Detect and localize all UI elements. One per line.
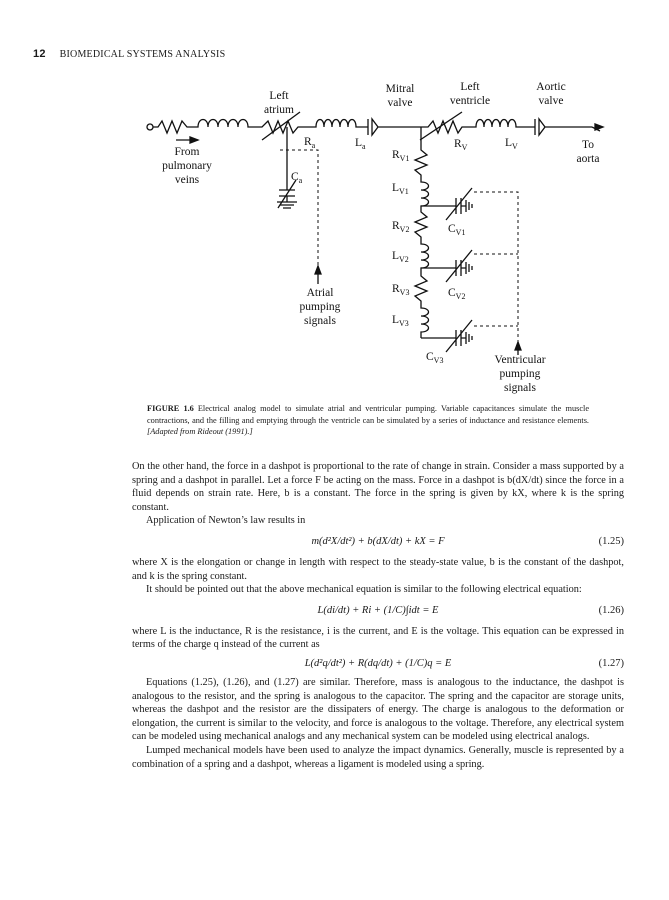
paragraph-1: On the other hand, the force in a dashpot is proportional to the rate of change in strain. Consider a mass supported by a spring and a dashpot in parallel. Let a force F be acting on the mass. Force in a dashpot is b(dX/dt) since the force in a fluid depends on strain rate. Here, b is a constant. The force in the spring is given by kX, where k is the spring constant.: [132, 461, 624, 513]
Cv1-label: $C_{V1}$: [448, 223, 466, 237]
Cv3-label: $C_{V3}$: [426, 351, 444, 365]
atrial-label-3: signals: [304, 315, 336, 327]
from-label-3: veins: [174, 174, 200, 186]
to-label-1: To: [582, 139, 594, 151]
body-text: [132, 460, 624, 771]
to-label-2: aorta: [576, 153, 600, 165]
Rv-label: $R_V$: [454, 138, 468, 152]
caption-source: [Adapted from Rideout (1991).]: [147, 427, 253, 436]
Lv2-label: $L_{V2}$: [392, 250, 409, 264]
running-header: [33, 48, 225, 60]
aortic-label-2: valve: [538, 95, 564, 107]
La-label: $L_a$: [355, 137, 366, 151]
Cv3: [421, 320, 472, 352]
equation-2-text: L(di/dt) + Ri + (1/C)∫idt = E: [317, 604, 439, 616]
paragraph-4: It should be pointed out that the above mechanical equation is similar to the following electrical equation:: [146, 584, 582, 596]
Lv-label: $L_V$: [505, 137, 518, 151]
paragraph-5: where L is the inductance, R is the resistance, i is the current, and E is the voltage. This equation can be expressed in terms of the charge q instead of the current as: [132, 625, 624, 651]
Ra-label: $R_a$: [304, 136, 316, 150]
wire-ventricle: [421, 120, 532, 134]
paragraph-2: Application of Newton’s law results in: [146, 515, 306, 527]
equation-3-text: L(d²q/dt²) + R(dq/dt) + (1/C)q = E: [304, 657, 452, 669]
circuit-figure: [120, 70, 640, 400]
aortic-valve: [532, 119, 592, 135]
input-terminal: [147, 124, 153, 130]
Rv2-label: $R_{V2}$: [392, 220, 410, 234]
equation-3-number: (1.27): [598, 657, 624, 669]
left-atrium-label-1: Left: [269, 90, 289, 102]
from-label-2: pulmonary: [162, 160, 212, 172]
figure-caption: [147, 403, 589, 438]
paragraph-6: Equations (1.25), (1.26), and (1.27) are similar. Therefore, mass is analogous to the inductance, the dashpot is analogous to the resistor, and the spring is analogous to the capacitor. The spring and the capacitor are storage units, whereas the dashpot and the resistor are the dissipaters of energy. The charge is analogous to the deformation or elongation, the current is similar to the velocity, and force is analogous to the voltage. Therefore, any electrical system can be modeled using mechanical analogs and any mechanical system can be modeled using electrical analogs.: [132, 676, 624, 743]
equation-3: [132, 654, 624, 674]
Ra-arrow: [262, 112, 300, 140]
ventricular-label-1: Ventricular: [494, 354, 546, 366]
atrial-dashed: [280, 150, 318, 270]
Ca-branch: [277, 127, 297, 208]
ventricular-dashed: [474, 192, 518, 346]
equation-1-text: m(d²X/dt²) + b(dX/dt) + kX = F: [311, 535, 445, 547]
aortic-label-1: Aortic: [536, 81, 566, 93]
left-atrium-label-2: atrium: [263, 104, 295, 116]
Lv3-label: $L_{V3}$: [392, 314, 409, 328]
equation-1: [132, 532, 624, 552]
caption-text: Electrical analog model to simulate atrial and ventricular pumping. Variable capacitances simulate the muscle contractions, and the filling and emptying through the ventricle can be simulated by a series of inductance and resistance elements.: [147, 404, 589, 425]
atrial-label-1: Atrial: [306, 287, 334, 299]
from-label-1: From: [174, 146, 200, 158]
left-ventricle-label-2: ventricle: [449, 95, 491, 107]
mitral-label-1: Mitral: [385, 83, 415, 95]
page-number: 12: [33, 48, 46, 60]
paragraph-3: where X is the elongation or change in length with respect to the steady-state value, b is the constant of the dashpot, and k is the spring constant.: [132, 556, 624, 582]
paragraph-7: Lumped mechanical models have been used to analyze the impact dynamics. Generally, muscle is represented by a combination of a spring and a dashpot, whereas a ligament is modeled using a spring.: [132, 744, 624, 770]
ventricular-label-2: pumping: [499, 368, 541, 380]
caption-label: FIGURE 1.6: [147, 404, 194, 413]
equation-2-number: (1.26): [598, 604, 624, 616]
circuit-diagram: [120, 70, 640, 400]
Rv1-label: $R_{V1}$: [392, 149, 410, 163]
equation-2: [132, 601, 624, 621]
ventricular-label-3: signals: [504, 382, 536, 394]
equation-1-number: (1.25): [598, 535, 624, 547]
mitral-valve: [365, 119, 421, 135]
mitral-label-2: valve: [387, 97, 413, 109]
running-title: BIOMEDICAL SYSTEMS ANALYSIS: [59, 49, 226, 60]
Lv1-label: $L_{V1}$: [392, 182, 409, 196]
left-ventricle-label-1: Left: [460, 81, 480, 93]
wire-main: [153, 120, 365, 134]
Rv3-label: $R_{V3}$: [392, 283, 410, 297]
ventricle-chain: [415, 127, 429, 338]
Cv2-label: $C_{V2}$: [448, 287, 466, 301]
Ca-label: $C_a$: [291, 171, 303, 185]
atrial-label-2: pumping: [299, 301, 341, 313]
